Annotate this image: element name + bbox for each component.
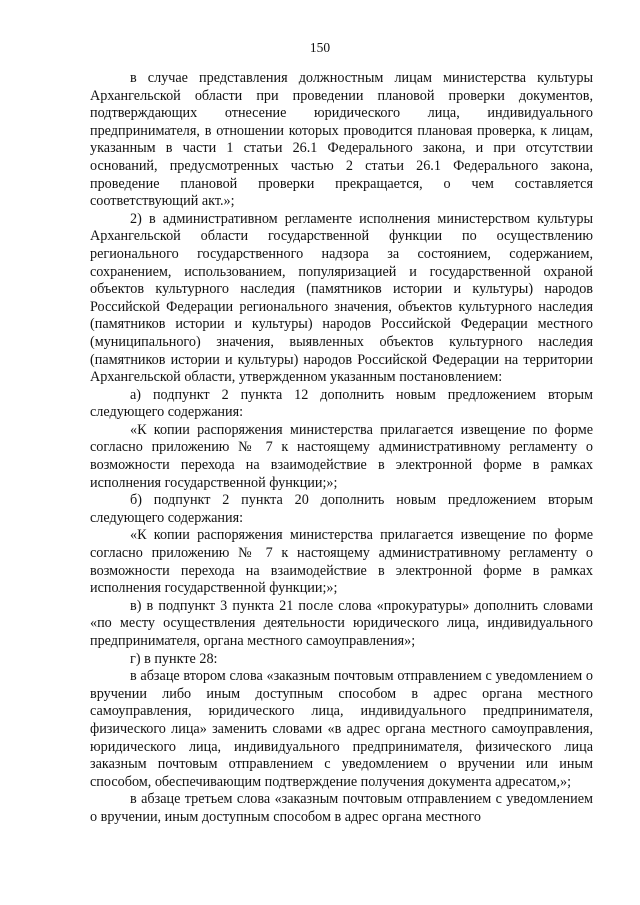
paragraph-subitem-a: а) подпункт 2 пункта 12 дополнить новым предложением вторым следующего содержания: [90, 386, 593, 421]
document-body [90, 70, 593, 827]
paragraph-item-2-regulation: 2) в административном регламенте исполнения министерством культуры Архангельской области государственной функции по осуществлению регионального государственного надзора за состоянием, содержанием, сохранением, использованием, популяризацией и государственной охраной объектов культурного наследия (памятников истории и культуры) народов Российской Федерации регионального значения, объектов культурного наследия (памятников истории и культуры) народов Российской Федерации местного (муниципального) значения, выявленных объектов культурного наследия (памятников истории и культуры) народов Российской Федерации на территории Архангельской области, утвержденном указанным постановлением: [90, 210, 593, 386]
paragraph-subitem-b-quote: «К копии распоряжения министерства прилагается извещение по форме согласно приложению № 7 к настоящему административному регламенту о возможности перехода на взаимодействие в электронной форме в рамках исполнения государственной функции;»; [90, 527, 593, 597]
page-number: 150 [309, 40, 331, 55]
paragraph-subitem-g: г) в пункте 28: [130, 650, 218, 667]
paragraph-subitem-b: б) подпункт 2 пункта 20 дополнить новым предложением вторым следующего содержания: [90, 492, 593, 526]
paragraph-subitem-v: в) в подпункт 3 пункта 21 после слова «прокуратуры» дополнить словами «по месту осуществления деятельности юридического лица, индивидуального предпринимателя, органа местного самоуправления»; [90, 597, 593, 649]
paragraph-subitem-a-quote: «К копии распоряжения министерства прилагается извещение по форме согласно приложению № 7 к настоящему административному регламенту о возможности перехода на взаимодействие в электронной форме в рамках исполнения государственной функции;»; [90, 421, 593, 491]
paragraph-inspection-act: в случае представления должностным лицам министерства культуры Архангельской области при проведении плановой проверки документов, подтверждающих отнесение юридического лица, индивидуального предпринимателя, в отношении которых проводится плановая проверка, к лицам, указанным в части 1 статьи 26.1 Федерального закона, и при отсутствии оснований, предусмотренных частью 2 статьи 26.1 Федерального закона, проведение плановой проверки прекращается, о чем составляется соответствующий акт.»; [90, 70, 593, 210]
paragraph-abzac-third: в абзаце третьем слова «заказным почтовым отправлением с уведомлением о вручении, иным доступным способом в адрес органа местного [90, 791, 593, 825]
paragraph-abzac-second: в абзаце втором слова «заказным почтовым отправлением с уведомлением о вручении либо иным доступным способом в адрес органа местного самоуправления, юридического лица, индивидуального предпринимателя, физического лица» заменить словами «в адрес органа местного самоуправления, юридического лица, индивидуального предпринимателя, физического лица заказным почтовым отправлением с уведомлением о вручении или иным способом, обеспечивающим подтверждение получения документа адресатом,»; [90, 668, 593, 790]
